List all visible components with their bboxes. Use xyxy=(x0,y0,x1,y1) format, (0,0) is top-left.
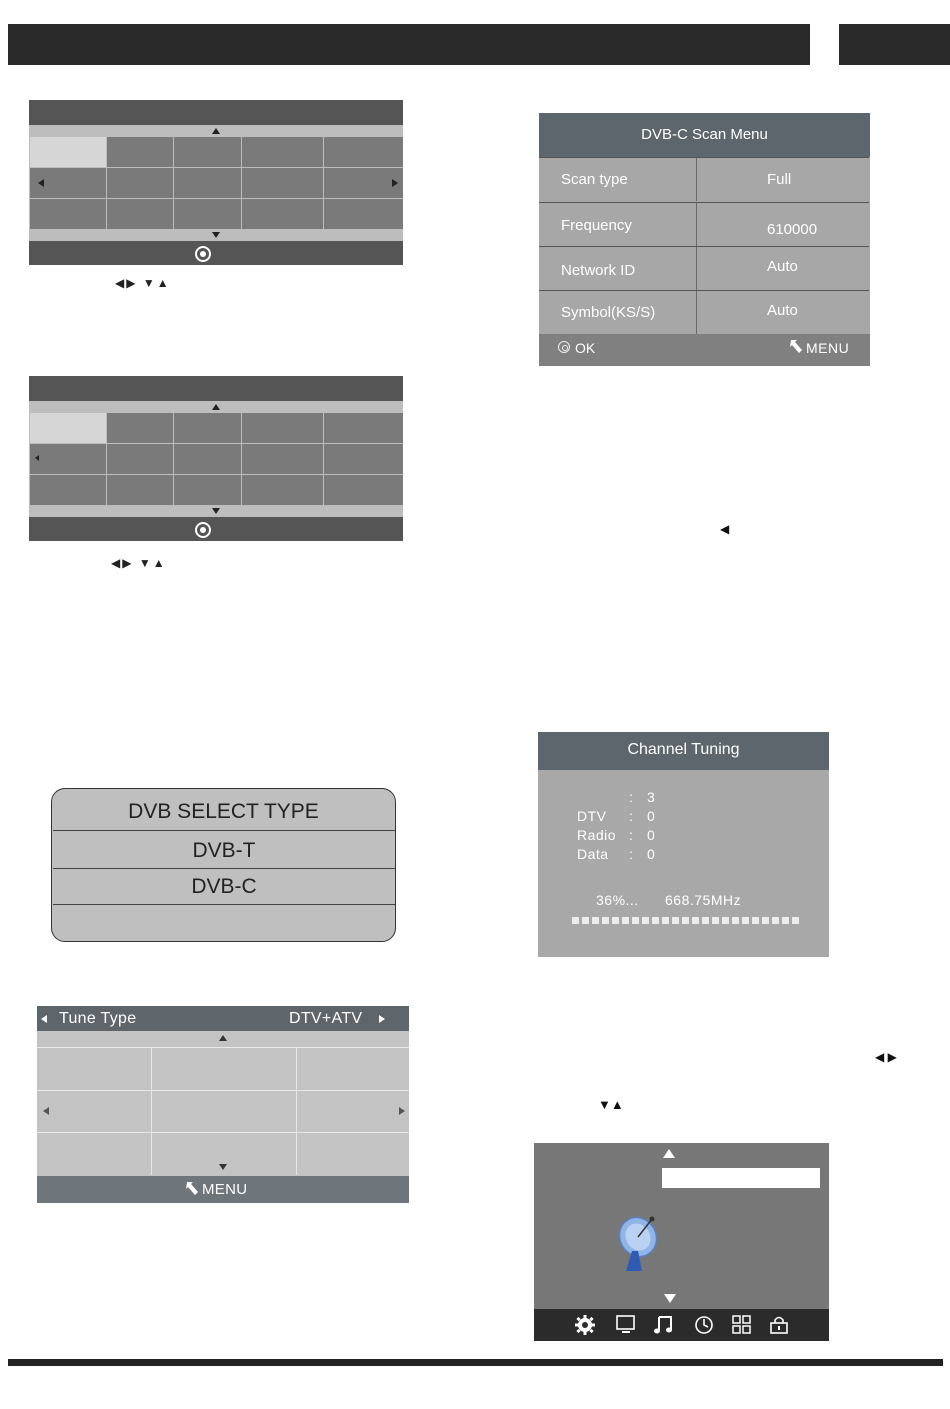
tuning-progress-percent: 36%... xyxy=(596,892,639,908)
progress-segment xyxy=(712,917,719,924)
scroll-up-icon[interactable] xyxy=(212,128,220,134)
scroll-down-icon[interactable] xyxy=(219,1164,227,1170)
dvbc-row-label: Scan type xyxy=(561,171,628,188)
scroll-up-icon[interactable] xyxy=(212,404,220,410)
column-divider xyxy=(696,291,697,334)
left-right-arrows-icon: ◀ ▶ xyxy=(875,1050,897,1064)
left-arrow-icon: ◀ xyxy=(115,276,127,290)
progress-segment xyxy=(692,917,699,924)
up-arrow-icon: ▲ xyxy=(156,276,171,290)
scroll-right-icon[interactable] xyxy=(399,1107,405,1115)
down-arrow-icon: ▼ xyxy=(138,556,153,570)
grid-cell[interactable] xyxy=(107,137,173,167)
channel-tuning-title: Channel Tuning xyxy=(627,741,740,758)
scroll-down-icon[interactable] xyxy=(664,1294,676,1303)
nav-arrows-hint-2 xyxy=(111,556,167,570)
grid-cell[interactable] xyxy=(174,413,241,443)
tuning-row-value: 0 xyxy=(647,846,656,862)
tuning-row-label: DTV xyxy=(577,808,607,824)
dvbc-scan-menu xyxy=(539,113,870,366)
progress-segment xyxy=(742,917,749,924)
dvbc-row-value: Full xyxy=(767,171,792,188)
up-arrow-icon: ▲ xyxy=(152,556,167,570)
grid-cell[interactable] xyxy=(242,475,323,505)
grid-cell[interactable] xyxy=(107,168,173,198)
tuning-row-value: 0 xyxy=(647,827,656,843)
scroll-up-icon[interactable] xyxy=(219,1035,227,1041)
progress-segment xyxy=(602,917,609,924)
down-up-arrows-icon: ▼▲ xyxy=(598,1097,624,1112)
header-bar xyxy=(8,24,810,65)
tune-type-value[interactable]: DTV+ATV xyxy=(289,1010,363,1027)
progress-segment xyxy=(722,917,729,924)
progress-segment xyxy=(732,917,739,924)
menu-label[interactable]: MENU xyxy=(806,340,850,356)
column-divider xyxy=(696,203,697,246)
progress-segment xyxy=(592,917,599,924)
grid-line xyxy=(37,1090,409,1091)
progress-segment xyxy=(612,917,619,924)
ok-icon[interactable] xyxy=(195,522,211,538)
lock-icon[interactable] xyxy=(768,1315,790,1335)
grid-cell[interactable] xyxy=(324,199,403,229)
scroll-up-icon[interactable] xyxy=(663,1149,675,1158)
clock-icon[interactable] xyxy=(693,1315,715,1335)
tuning-row-sep: : xyxy=(629,827,634,843)
tuning-row-value: 0 xyxy=(647,808,656,824)
grid-cell[interactable] xyxy=(324,444,403,474)
grid-cell[interactable] xyxy=(324,137,403,167)
progress-segment xyxy=(672,917,679,924)
grid-line xyxy=(151,1047,152,1175)
dvbc-row-frequency[interactable] xyxy=(539,202,869,246)
grid-cell[interactable] xyxy=(30,475,106,505)
scroll-down-icon[interactable] xyxy=(212,508,220,514)
grid-cell-selected[interactable] xyxy=(30,413,106,443)
grid-cell-selected[interactable] xyxy=(30,137,106,167)
grid-cell[interactable] xyxy=(174,168,241,198)
gear-icon[interactable] xyxy=(574,1315,596,1335)
dvb-select-title: DVB SELECT TYPE xyxy=(128,800,319,823)
left-arrow-icon: ◀ xyxy=(111,556,123,570)
grid-cell[interactable] xyxy=(324,413,403,443)
right-arrow-icon: ▶ xyxy=(126,276,138,290)
dvb-option-c[interactable]: DVB-C xyxy=(53,868,395,905)
grid-cell[interactable] xyxy=(107,444,173,474)
tuning-row-sep: : xyxy=(629,789,634,805)
menu-grid-2 xyxy=(29,376,403,541)
dvbc-row-value: Auto xyxy=(767,258,798,275)
grid-cell[interactable] xyxy=(242,137,323,167)
grid-cell[interactable] xyxy=(242,444,323,474)
tuning-row-sep: : xyxy=(629,846,634,862)
grid-cell[interactable] xyxy=(324,475,403,505)
grid-cell[interactable] xyxy=(30,444,106,474)
column-divider xyxy=(696,247,697,290)
main-menu-icon-bar xyxy=(534,1309,829,1341)
progress-segment xyxy=(702,917,709,924)
menu-item-selected[interactable] xyxy=(662,1168,820,1188)
grid-cell[interactable] xyxy=(242,168,323,198)
grid-line xyxy=(37,1132,409,1133)
music-note-icon[interactable] xyxy=(653,1315,675,1335)
tuning-row-label: Radio xyxy=(577,827,617,843)
scroll-left-icon[interactable] xyxy=(38,179,44,187)
menu-grid-1 xyxy=(29,100,403,265)
tune-type-label: Tune Type xyxy=(59,1010,137,1027)
progress-segment xyxy=(782,917,789,924)
progress-segment xyxy=(682,917,689,924)
menu-grid-1-title-bar xyxy=(29,100,403,125)
footer-rule xyxy=(8,1359,943,1366)
grid-line xyxy=(296,1047,297,1175)
dvb-option-t[interactable]: DVB-T xyxy=(53,830,395,869)
tune-type-panel xyxy=(37,1006,409,1203)
progress-segment xyxy=(652,917,659,924)
scroll-right-icon[interactable] xyxy=(392,179,398,187)
menu-grid-2-title-bar xyxy=(29,376,403,401)
main-menu-panel xyxy=(534,1143,829,1341)
dvbc-row-value: Auto xyxy=(767,302,798,319)
left-arrow-icon: ◀ xyxy=(720,522,730,536)
dvbc-row-label: Frequency xyxy=(561,217,632,234)
tuning-row-sep: : xyxy=(629,808,634,824)
return-arrow-icon[interactable] xyxy=(185,1181,199,1196)
left-arrow-icon[interactable] xyxy=(41,1015,47,1023)
grid-cell[interactable] xyxy=(107,199,173,229)
grid-cell[interactable] xyxy=(174,475,241,505)
grid-cell[interactable] xyxy=(242,413,323,443)
progress-segment xyxy=(642,917,649,924)
dvb-select-dialog xyxy=(51,788,396,942)
grid-cell[interactable] xyxy=(174,137,241,167)
dvbc-row-value: 610000 xyxy=(767,221,818,238)
grid-icon[interactable] xyxy=(731,1315,753,1335)
nav-arrows-hint-1 xyxy=(115,276,171,290)
header-tab xyxy=(839,24,950,65)
column-divider xyxy=(696,158,697,201)
ok-label[interactable]: OK xyxy=(575,340,596,356)
tuning-row-value: 3 xyxy=(647,789,656,805)
progress-segment xyxy=(792,917,799,924)
down-arrow-icon: ▼ xyxy=(142,276,157,290)
channel-tuning-panel xyxy=(538,732,829,957)
right-arrow-icon[interactable] xyxy=(379,1015,385,1023)
progress-segment xyxy=(662,917,669,924)
menu-grid-1-footer xyxy=(29,241,403,265)
progress-segment xyxy=(582,917,589,924)
tuning-frequency: 668.75MHz xyxy=(665,892,742,908)
grid-cell[interactable] xyxy=(242,199,323,229)
dvbc-row-scan-type[interactable] xyxy=(539,157,869,201)
tuning-row-label: Data xyxy=(577,846,609,862)
progress-segment xyxy=(762,917,769,924)
menu-grid-2-footer xyxy=(29,517,403,541)
progress-segment xyxy=(572,917,579,924)
grid-cell[interactable] xyxy=(174,199,241,229)
grid-cell[interactable] xyxy=(107,413,173,443)
ok-icon-dot xyxy=(562,345,568,351)
right-arrow-icon: ▶ xyxy=(122,556,134,570)
dvbc-row-label: Network ID xyxy=(561,262,636,279)
dvbc-row-symbol[interactable] xyxy=(539,290,869,334)
scroll-left-icon[interactable] xyxy=(43,1107,49,1115)
tuning-progress-bar xyxy=(572,917,797,924)
dvbc-row-label: Symbol(KS/S) xyxy=(561,304,656,321)
progress-segment xyxy=(772,917,779,924)
progress-segment xyxy=(622,917,629,924)
grid-cell[interactable] xyxy=(174,444,241,474)
tune-type-grid xyxy=(37,1047,409,1176)
scroll-down-icon[interactable] xyxy=(212,232,220,238)
dvbc-scan-menu-title: DVB-C Scan Menu xyxy=(641,126,768,143)
monitor-icon[interactable] xyxy=(615,1315,637,1335)
progress-segment xyxy=(632,917,639,924)
progress-segment xyxy=(752,917,759,924)
satellite-dish-icon xyxy=(612,1213,664,1275)
ok-icon[interactable] xyxy=(195,246,211,262)
dvbc-row-network-id[interactable] xyxy=(539,246,869,290)
menu-label[interactable]: MENU xyxy=(202,1181,248,1198)
scroll-left-icon[interactable] xyxy=(35,455,39,461)
grid-cell[interactable] xyxy=(30,199,106,229)
grid-cell[interactable] xyxy=(107,475,173,505)
return-arrow-icon[interactable] xyxy=(789,339,803,354)
